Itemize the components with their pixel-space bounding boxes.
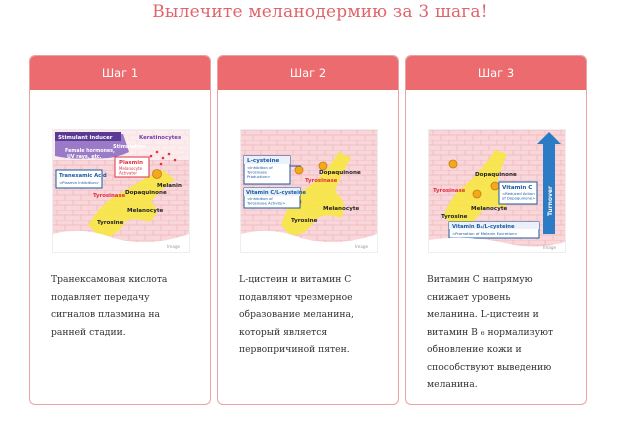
dopaquinone-label: Dopaquinone: [475, 172, 517, 178]
melanocyte-label: Melanocyte: [471, 206, 508, 212]
turnover-label: Turnover: [547, 186, 554, 216]
step-2-text: L-цистеин и витамин С подавляют чрезмерное образование меланина, который является первопричиной пятен.: [239, 274, 354, 355]
page-title: Вылечите меланодермию за 3 шага!: [152, 2, 488, 22]
tyrosinase-label: Tyrosinase: [305, 178, 338, 184]
vitc-label: Vitamin C: [502, 185, 533, 191]
dopaquinone-label: Dopaquinone: [125, 190, 167, 196]
tranexamic-sub-label: <Plasmin Inhibition>: [59, 180, 100, 185]
lcysteine-label: L-cysteine: [247, 158, 280, 164]
tranexamic-label: Tranexamic Acid: [59, 173, 107, 179]
image-tag: Image: [355, 244, 369, 249]
melanocyte-label: Melanocyte: [127, 208, 164, 214]
vitc-sub-label: <Inhibition of Tyrosinase Activity>: [247, 196, 286, 206]
step-3-header: Шаг 3: [406, 56, 586, 90]
tyrosine-label: Tyrosine: [441, 214, 468, 220]
dopaquinone-label: Dopaquinone: [319, 170, 361, 176]
tyrosine-label: Tyrosine: [291, 218, 318, 224]
lcysteine-sub-label: <Inhibition of Tyrosinase Production>: [247, 165, 273, 179]
vitb-label: Vitamin B₂/L-cysteine: [452, 224, 515, 230]
keratinocytes-label: Keratinocytes: [139, 135, 182, 141]
tyrosinase-label: Tyrosinase: [433, 188, 466, 194]
step-1-diagram: [53, 130, 189, 252]
step-3-figure: [428, 129, 566, 253]
melanin-label: Melanin: [157, 183, 182, 189]
image-tag: Image: [167, 244, 181, 249]
melanocyte-label: Melanocyte: [323, 206, 360, 212]
step-2-header: Шаг 2: [218, 56, 398, 90]
step-card-2: [217, 55, 399, 405]
step-1-text: Транексамовая кислота подавляет передачу сигналов плазмина на ранней стадии.: [51, 274, 168, 338]
step-1-figure: [52, 129, 190, 253]
step-2-diagram: [241, 130, 377, 252]
vitb-sub-label: <Promotion of Melanin Excretion>: [452, 231, 518, 236]
stimulation-label: Stimulation: [113, 144, 146, 150]
step-card-1: [29, 55, 211, 405]
step-card-3: [405, 55, 587, 405]
tyrosine-label: Tyrosine: [97, 220, 124, 226]
step-2-figure: [240, 129, 378, 253]
vitc-label: Vitamin C/L-cysteine: [246, 190, 307, 196]
step-3-diagram: [429, 130, 565, 252]
plasmin-label: Plasmin: [119, 160, 143, 166]
activator-label: Melanocyte Activator: [119, 166, 143, 176]
step-1-header: Шаг 1: [30, 56, 210, 90]
stimulant-label: Stimulant inducer: [58, 135, 113, 141]
hormones-label: Female hormones, UV rays, etc.: [65, 149, 115, 160]
step-3-text: Витамин С напрямую снижает уровень меланина. L-цистеин и витамин В ₆ нормализуют обновление кожи и способствуют выведению меланина.: [427, 274, 554, 390]
image-tag: Image: [543, 245, 557, 250]
tyrosinase-label: Tyrosinase: [93, 193, 126, 199]
vitc-sub-label: <Reduced Action of Dopaquinone>: [502, 191, 536, 201]
